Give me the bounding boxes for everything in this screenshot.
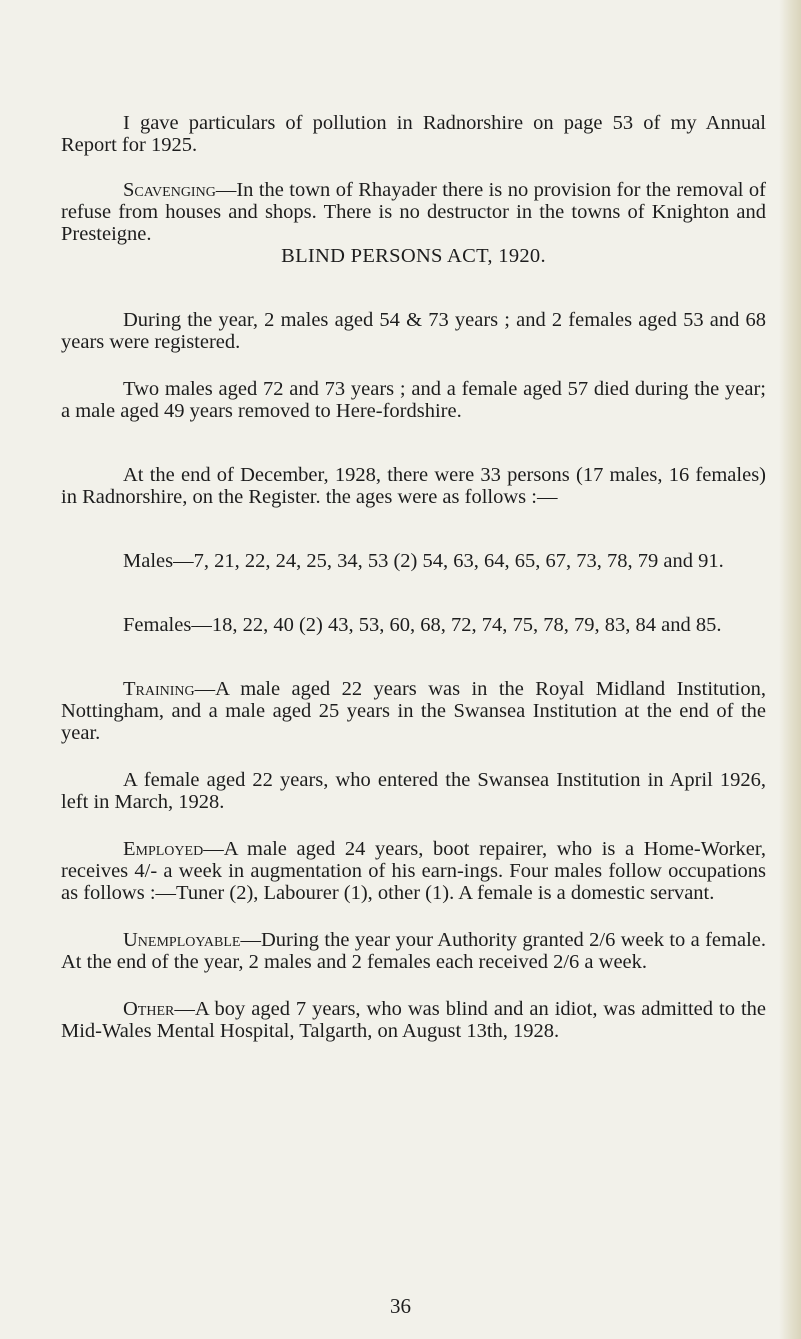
other-body: —A boy aged 7 years, who was blind and an idiot, was admitted to the Mid-Wales Mental Hospital, Talgarth, on August 13th, 1928. (61, 998, 766, 1042)
unemployable-paragraph (61, 929, 766, 973)
deaths-paragraph: Two males aged 72 and 73 years ; and a female aged 57 died during the year; a male aged 49 years removed to Here-fordshire. (61, 378, 766, 422)
females-ages-paragraph: Females—18, 22, 40 (2) 43, 53, 60, 68, 72, 74, 75, 78, 79, 83, 84 and 85. (123, 614, 722, 636)
scavenging-body: —In the town of Rhayader there is no provision for the removal of refuse from houses and shops. There is no destructor in the towns of Knighton and Presteigne. (61, 179, 766, 245)
employed-paragraph (61, 838, 766, 904)
other-lead: Other (123, 998, 175, 1020)
employed-body: —A male aged 24 years, boot repairer, who is a Home-Worker, receives 4/- a week in augmentation of his earn-ings. Four males follow occupations as follows :—Tuner (2), Labourer (1), other (1). A female is a domestic servant. (61, 838, 766, 904)
training-lead: Training (123, 678, 195, 700)
training-body: —A male aged 22 years was in the Royal Midland Institution, Nottingham, and a male aged 25 years in the Swansea Institution at the end of the year. (61, 678, 766, 744)
males-ages-paragraph: Males—7, 21, 22, 24, 25, 34, 53 (2) 54, 63, 64, 65, 67, 73, 78, 79 and 91. (123, 550, 724, 572)
scavenging-lead: Scavenging (123, 179, 216, 201)
unemployable-lead: Unemployable (123, 929, 241, 951)
section-heading: BLIND PERSONS ACT, 1920. (281, 245, 546, 267)
register-paragraph: At the end of December, 1928, there were 33 persons (17 males, 16 females) in Radnorshire, on the Register. the ages were as follows :— (61, 464, 766, 508)
document-body (61, 112, 766, 1042)
training-paragraph (61, 678, 766, 744)
other-paragraph (61, 998, 766, 1042)
page-edge-shadow (779, 0, 801, 1339)
registered-paragraph: During the year, 2 males aged 54 & 73 years ; and 2 females aged 53 and 68 years were registered. (61, 309, 766, 353)
pollution-paragraph: I gave particulars of pollution in Radnorshire on page 53 of my Annual Report for 1925. (61, 112, 766, 156)
page-number: 36 (390, 1294, 411, 1318)
swansea-paragraph: A female aged 22 years, who entered the Swansea Institution in April 1926, left in March, 1928. (61, 769, 766, 813)
unemployable-body: —During the year your Authority granted 2/6 week to a female. At the end of the year, 2 males and 2 females each received 2/6 a week. (61, 929, 766, 973)
scavenging-paragraph (61, 179, 766, 245)
employed-lead: Employed (123, 838, 204, 860)
